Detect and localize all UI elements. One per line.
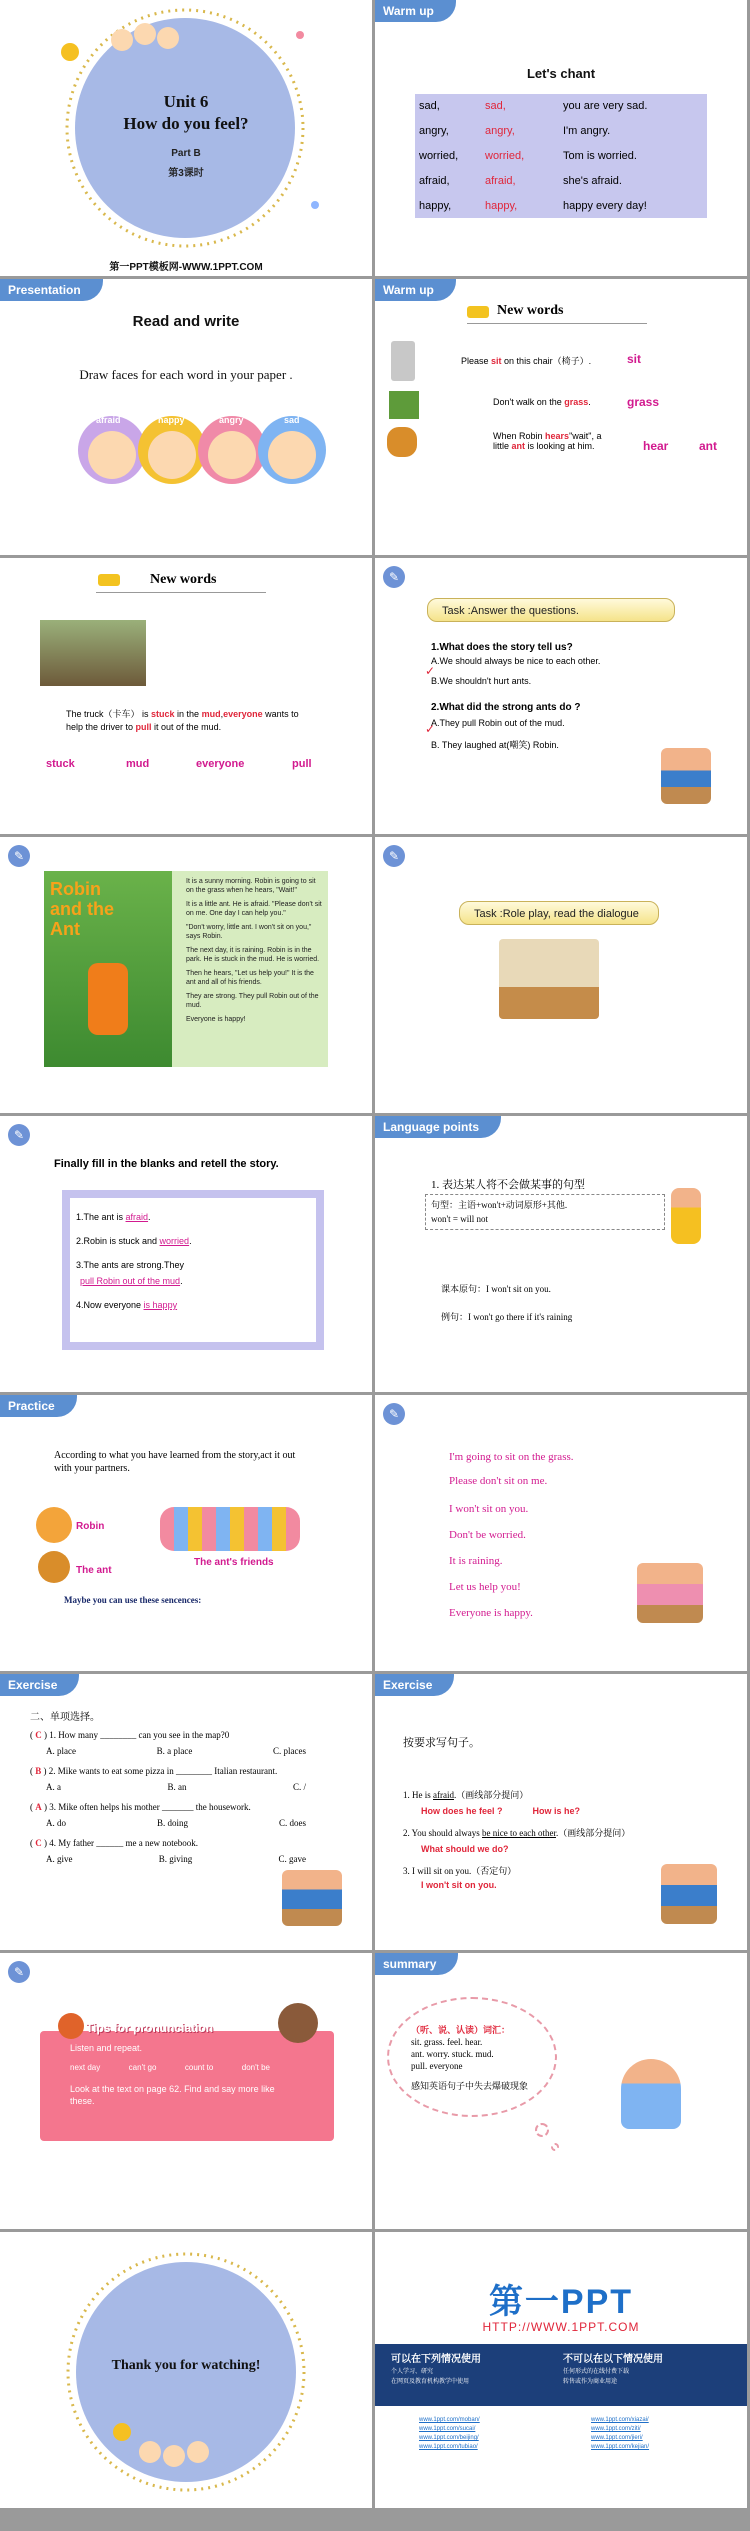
title-underline xyxy=(467,323,647,324)
slide-thanks xyxy=(0,2232,372,2508)
option-2b: B. They laughed at(嘲笑) Robin. xyxy=(431,740,559,750)
bubble-dot xyxy=(535,2123,549,2137)
chant-word: happy, xyxy=(419,200,452,212)
ant-label: The ant xyxy=(76,1565,112,1576)
slide-header: Exercise xyxy=(0,1674,79,1696)
brand-logo: 第一PPT xyxy=(488,2283,634,2321)
pencil-icon: ✎ xyxy=(8,1961,30,1983)
slide-pronunciation xyxy=(0,1953,372,2229)
chant-box xyxy=(415,94,707,218)
robot-image xyxy=(88,963,128,1035)
summary-line: ant. worry. stuck. mud. xyxy=(411,2049,494,2059)
slide-header: Presentation xyxy=(0,279,103,301)
link-list-left xyxy=(419,2416,480,2452)
summary-line: sit. grass. feel. hear. xyxy=(411,2037,483,2047)
part-label: Part B xyxy=(171,148,201,159)
dialogue-line: I'm going to sit on the grass. xyxy=(449,1451,574,1463)
word-grass: grass xyxy=(627,395,660,409)
word-sit: sit xyxy=(627,352,642,366)
example-sentence: 例句：I won't go there if it's raining xyxy=(441,1312,573,1322)
option-row: A. give B. giving C. gave xyxy=(46,1854,306,1864)
unit-label: Unit 6 xyxy=(163,92,209,111)
option-row: A. do B. doing C. does xyxy=(46,1818,306,1828)
title-underline xyxy=(96,592,266,593)
word-stuck: stuck xyxy=(46,758,75,770)
word-pull: pull xyxy=(292,758,312,770)
chant-word: worried, xyxy=(485,150,525,162)
chair-image xyxy=(391,341,415,381)
story-para: It is a sunny morning. Robin is going to sit on the grass when he hears, "Wait!" xyxy=(186,878,316,894)
question-row: ( A ) 3. Mike often helps his mother _______ the housework. xyxy=(30,1802,251,1812)
slide-exercise-rewrite xyxy=(375,1674,747,1950)
resource-link[interactable]: www.1ppt.com/kejian/ xyxy=(591,2444,650,2450)
question-1: 1.What does the story tell us? xyxy=(431,642,573,653)
slide-role-play xyxy=(375,837,747,1113)
dialogue-line: I won't sit on you. xyxy=(449,1503,529,1515)
example-original: 课本原句：I won't sit on you. xyxy=(441,1284,551,1294)
pron-line: Listen and repeat. xyxy=(70,2043,143,2053)
summary-line: 感知英语句子中失去爆破现象 xyxy=(411,2081,529,2091)
lesson-number: 第3课时 xyxy=(168,168,204,179)
rewrite-a1: How does he feel ? How is he? xyxy=(421,1806,581,1816)
brand-url: HTTP://WWW.1PPT.COM xyxy=(482,2320,640,2334)
resource-link[interactable]: www.1ppt.com/tubiao/ xyxy=(419,2444,478,2450)
rewrite-a3: I won't sit on you. xyxy=(421,1880,497,1890)
lesson-title: How do you feel? xyxy=(123,114,249,133)
instruction-text: Draw faces for each word in your paper . xyxy=(79,367,293,382)
word-sentence: Don't walk on the grass. xyxy=(493,397,591,407)
cannot-use-item: 任何形式的在线付费下载 xyxy=(563,2369,630,2375)
story-text xyxy=(186,877,324,1024)
option-2a: A.They pull Robin out of the mud. xyxy=(431,718,565,728)
slide-language-points xyxy=(375,1116,747,1392)
new-words-title: New words xyxy=(150,572,217,587)
can-use-heading: 可以在下列情况使用 xyxy=(391,2354,481,2365)
face-label-happy: happy xyxy=(158,415,185,425)
dialogue-line: Don't be worried. xyxy=(449,1529,526,1541)
summary-line: （听、说、认读）词汇： xyxy=(411,2025,511,2035)
chant-sentence: you are very sad. xyxy=(563,100,648,112)
fill-line: 3.The ants are strong.They xyxy=(76,1260,185,1270)
summary-line: pull. everyone xyxy=(411,2061,463,2071)
chant-sentence: I'm angry. xyxy=(563,125,611,137)
student-desk-image xyxy=(661,748,711,804)
grass-image xyxy=(389,391,419,419)
resource-link[interactable]: www.1ppt.com/jieri/ xyxy=(591,2435,643,2441)
pron-line: Look at the text on page 62. Find and say more like these. xyxy=(70,2084,275,2106)
practice-text: According to what you have learned from the story,act it out with your partners. xyxy=(54,1450,296,1474)
chant-word: afraid, xyxy=(419,175,450,187)
truck-sentence: The truck（卡车） is stuck in the mud,everyone wants to help the driver to pull it out of the mud. xyxy=(66,709,299,732)
can-use-item: 个人学习、研究 xyxy=(391,2369,434,2375)
new-words-title: New words xyxy=(497,303,564,318)
exercise-heading: 二、单项选择。 xyxy=(30,1712,100,1723)
slide-title xyxy=(0,0,372,276)
rewrite-q2: 2. You should always be nice to each other.（画线部分提问） xyxy=(403,1828,631,1838)
slide-header: Warm up xyxy=(375,0,456,22)
pattern-line: 句型：主语+won't+动词原形+其他. xyxy=(431,1200,568,1210)
option-1b: B.We shouldn't hurt ants. xyxy=(431,676,532,686)
chant-row xyxy=(419,100,440,112)
pron-words: next day can't go count to don't be xyxy=(70,2063,270,2072)
fill-line: 4.Now everyone is happy xyxy=(76,1300,178,1310)
classroom-image xyxy=(499,939,599,1019)
sentences-hint: Maybe you can use these sencences: xyxy=(64,1595,202,1605)
read-write-title: Read and write xyxy=(132,313,240,330)
chant-word: sad, xyxy=(419,100,440,112)
chant-word: worried, xyxy=(419,150,459,162)
option-row: A. a B. an C. / xyxy=(46,1782,306,1792)
chant-word: afraid, xyxy=(485,175,516,187)
resource-link[interactable]: www.1ppt.com/sucai/ xyxy=(419,2426,476,2432)
friends-image xyxy=(160,1507,300,1551)
slide-header: summary xyxy=(375,1953,458,1975)
bus-icon xyxy=(467,306,489,318)
face-label-sad: sad xyxy=(284,415,300,425)
option-row: A. place B. a place C. places xyxy=(46,1746,306,1756)
thanks-text: Thank you for watching! xyxy=(111,2358,261,2373)
face-label-afraid: afraid xyxy=(96,415,121,425)
question-2: 2.What did the strong ants do ? xyxy=(431,702,581,713)
fill-line: pull Robin out of the mud. xyxy=(80,1276,183,1286)
resource-link[interactable]: www.1ppt.com/ziti/ xyxy=(591,2426,641,2432)
option-1a: A.We should always be nice to each other. xyxy=(431,656,601,666)
squirrel-image xyxy=(58,2013,84,2039)
slide-read-write xyxy=(0,279,372,555)
chant-sentence: she's afraid. xyxy=(563,175,622,187)
story-para: "Don't worry, little ant. I won't sit on you," says Robin. xyxy=(186,924,312,940)
ant-image xyxy=(38,1551,70,1583)
bubble-dot xyxy=(551,2143,559,2151)
story-para: The next day, it is raining. Robin is in the park. He is stuck in the mud. He is worried. xyxy=(186,947,320,963)
rewrite-q1: 1. He is afraid.（画线部分提问） xyxy=(403,1790,529,1800)
check-mark-icon: ✓ xyxy=(425,722,436,736)
story-para: Then he hears, "Let us help you!" It is the ant and all of his friends. xyxy=(186,970,314,986)
exercise-heading: 按要求写句子。 xyxy=(403,1737,480,1749)
cannot-use-item: 转售或作为商业用途 xyxy=(563,2379,618,2385)
face-label-angry: angry xyxy=(219,415,244,425)
fill-title: Finally fill in the blanks and retell the story. xyxy=(54,1158,279,1170)
question-row: ( C ) 4. My father ______ me a new notebook. xyxy=(30,1838,198,1848)
bear-image xyxy=(278,2003,318,2043)
word-hear: hear xyxy=(643,439,669,453)
resource-link[interactable]: www.1ppt.com/moban/ xyxy=(419,2417,480,2423)
slide-sentences xyxy=(375,1395,747,1671)
slide-story xyxy=(0,837,372,1113)
slide-new-words-1 xyxy=(375,279,747,555)
fill-line: 1.The ant is afraid. xyxy=(76,1212,151,1222)
chant-title: Let's chant xyxy=(526,66,596,81)
bus-icon xyxy=(98,574,120,586)
pencil-icon: ✎ xyxy=(383,566,405,588)
book-title: Robin and the Ant xyxy=(50,879,115,939)
pattern-line: won't = will not xyxy=(431,1214,488,1224)
check-mark-icon: ✓ xyxy=(425,664,436,678)
chant-row-red xyxy=(485,100,506,112)
can-use-item: 在网页及教育机构教学中使用 xyxy=(391,2379,470,2385)
question-row: ( C ) 1. How many ________ can you see in the map?0 xyxy=(30,1730,230,1740)
dialogue-line: Everyone is happy. xyxy=(449,1607,533,1619)
chant-word: angry, xyxy=(485,125,515,137)
word-sentence: When Robin hears"wait", a little ant is looking at him. xyxy=(493,431,602,451)
girl-desk-image xyxy=(637,1563,703,1623)
link-list-right xyxy=(591,2416,649,2452)
dialogue-line: It is raining. xyxy=(449,1555,503,1567)
resource-link[interactable]: www.1ppt.com/xiazai/ xyxy=(591,2417,649,2423)
story-para: They are strong. They pull Robin out of the mud. xyxy=(186,993,319,1009)
girl-image xyxy=(671,1188,701,1244)
tips-banner: Tips for pronunciation xyxy=(86,2021,214,2035)
dialogue-line: Let us help you! xyxy=(449,1581,521,1593)
word-everyone: everyone xyxy=(196,758,245,770)
robin-label: Robin xyxy=(76,1521,105,1532)
slide-brand xyxy=(375,2232,747,2508)
footer-site: 第一PPT模板网-WWW.1PPT.COM xyxy=(109,262,263,273)
slide-practice xyxy=(0,1395,372,1671)
student-desk-image xyxy=(661,1864,717,1924)
chant-sentence: Tom is worried. xyxy=(563,150,637,162)
story-para: Everyone is happy! xyxy=(186,1016,246,1023)
slide-header: Warm up xyxy=(375,279,456,301)
slide-exercise-choice xyxy=(0,1674,372,1950)
slide-header: Exercise xyxy=(375,1674,454,1696)
robin-image xyxy=(36,1507,72,1543)
word-ant: ant xyxy=(699,439,717,453)
pencil-icon: ✎ xyxy=(8,1124,30,1146)
title-circle xyxy=(0,0,372,276)
slide-fill-blanks xyxy=(0,1116,372,1392)
pencil-icon: ✎ xyxy=(383,1403,405,1425)
word-mud: mud xyxy=(126,758,150,770)
task-banner: Task :Answer the questions. xyxy=(427,598,675,622)
point-title: 1. 表达某人将不会做某事的句型 xyxy=(431,1179,585,1191)
rewrite-a2: What should we do? xyxy=(421,1844,509,1854)
truck-image xyxy=(40,620,146,686)
reading-girl-image xyxy=(621,2059,681,2129)
cannot-use-heading: 不可以在以下情况使用 xyxy=(563,2354,663,2365)
slide-summary xyxy=(375,1953,747,2229)
question-row: ( B ) 2. Mike wants to eat some pizza in ________ Italian restaurant. xyxy=(30,1766,278,1776)
pencil-icon: ✎ xyxy=(383,845,405,867)
slide-answer-questions xyxy=(375,558,747,834)
chant-sentence: happy every day! xyxy=(563,200,647,212)
word-sentence: Please sit on this chair（椅子）. xyxy=(461,356,592,366)
dialogue-line: Please don't sit on me. xyxy=(449,1475,548,1487)
slide-new-words-2 xyxy=(0,558,372,834)
rewrite-q3: 3. I will sit on you.（否定句） xyxy=(403,1866,517,1876)
slide-header: Language points xyxy=(375,1116,501,1138)
chant-row-sent xyxy=(563,100,647,112)
slide-header: Practice xyxy=(0,1395,77,1417)
faces-row xyxy=(0,405,372,495)
friends-label: The ant's friends xyxy=(194,1557,274,1568)
chant-word: happy, xyxy=(485,200,518,212)
student-desk-image xyxy=(282,1870,342,1926)
pencil-icon: ✎ xyxy=(8,845,30,867)
resource-link[interactable]: www.1ppt.com/beijing/ xyxy=(419,2435,479,2441)
task-banner: Task :Role play, read the dialogue xyxy=(459,901,659,925)
chant-word: sad, xyxy=(485,100,506,112)
chant-word: angry, xyxy=(419,125,449,137)
fill-line: 2.Robin is stuck and worried. xyxy=(76,1236,192,1246)
ant-image xyxy=(387,427,417,457)
story-para: It is a little ant. He is afraid. "Please don't sit on me. One day I can help you." xyxy=(186,901,322,917)
slide-warmup-chant xyxy=(375,0,747,276)
